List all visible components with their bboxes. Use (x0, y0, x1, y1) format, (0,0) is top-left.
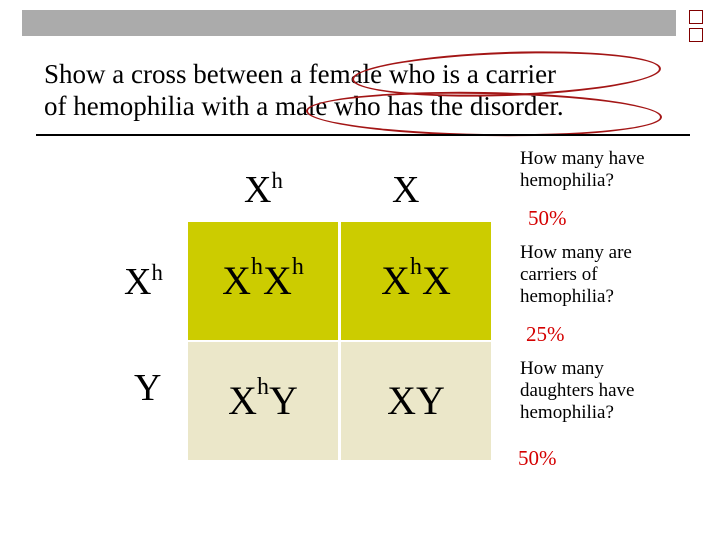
row-header-1-sup: h (151, 260, 163, 285)
question-3-line-2: daughters have (520, 380, 635, 401)
cell-r2c1-allele-1: X (228, 378, 257, 423)
answer-2: 25% (526, 322, 565, 346)
cell-r2c2-allele-1: XY (387, 378, 445, 423)
corner-box-top (689, 10, 703, 24)
question-2-line-3: hemophilia? (520, 286, 614, 307)
punnett-cell-r1c2 (341, 222, 491, 340)
cell-r1c1-allele-1: X (222, 258, 251, 303)
row-header-1 (124, 262, 163, 307)
column-header-1-allele: X (244, 169, 272, 211)
top-accent-bar (22, 10, 676, 36)
question-1-line-1: How many have (520, 148, 645, 169)
answer-1: 50% (528, 206, 567, 230)
cell-r1c1-sup-1: h (251, 254, 263, 280)
question-3 (520, 358, 700, 424)
cell-r1c1-sup-2: h (291, 254, 304, 280)
cell-r1c2-sup-1: h (410, 254, 422, 280)
question-1-line-2: hemophilia? (520, 170, 614, 191)
cell-r2c1-allele-2: Y (269, 378, 298, 423)
corner-box-bottom (689, 28, 703, 42)
cell-r2c1-sup-1: h (257, 374, 269, 400)
column-header-1-sup: h (271, 168, 283, 193)
cell-r1c1-allele-2: X (263, 258, 292, 303)
question-2-line-1: How many are (520, 242, 632, 263)
question-2 (520, 242, 700, 308)
question-3-line-1: How many (520, 358, 604, 379)
column-header-1 (244, 170, 283, 215)
row-header-2 (134, 368, 161, 413)
title-line-2: of hemophilia with a male who has the disorder. (44, 91, 564, 121)
answer-3: 50% (518, 446, 557, 470)
title-line-1: Show a cross between a female who is a carrier (44, 59, 557, 89)
cell-r1c2-allele-1: X (381, 258, 410, 303)
cell-r1c2-allele-2: X (422, 258, 451, 303)
row-header-1-allele: X (124, 261, 152, 303)
punnett-cell-r2c1 (188, 342, 338, 460)
punnett-cell-r1c1 (188, 222, 338, 340)
column-header-2 (392, 170, 419, 215)
punnett-cell-r2c2 (341, 342, 491, 460)
column-header-2-allele: X (392, 169, 420, 211)
question-3-line-3: hemophilia? (520, 402, 614, 423)
question-1 (520, 148, 700, 192)
row-header-2-allele: Y (134, 367, 162, 409)
title-divider (36, 134, 690, 136)
question-2-line-2: carriers of (520, 264, 598, 285)
